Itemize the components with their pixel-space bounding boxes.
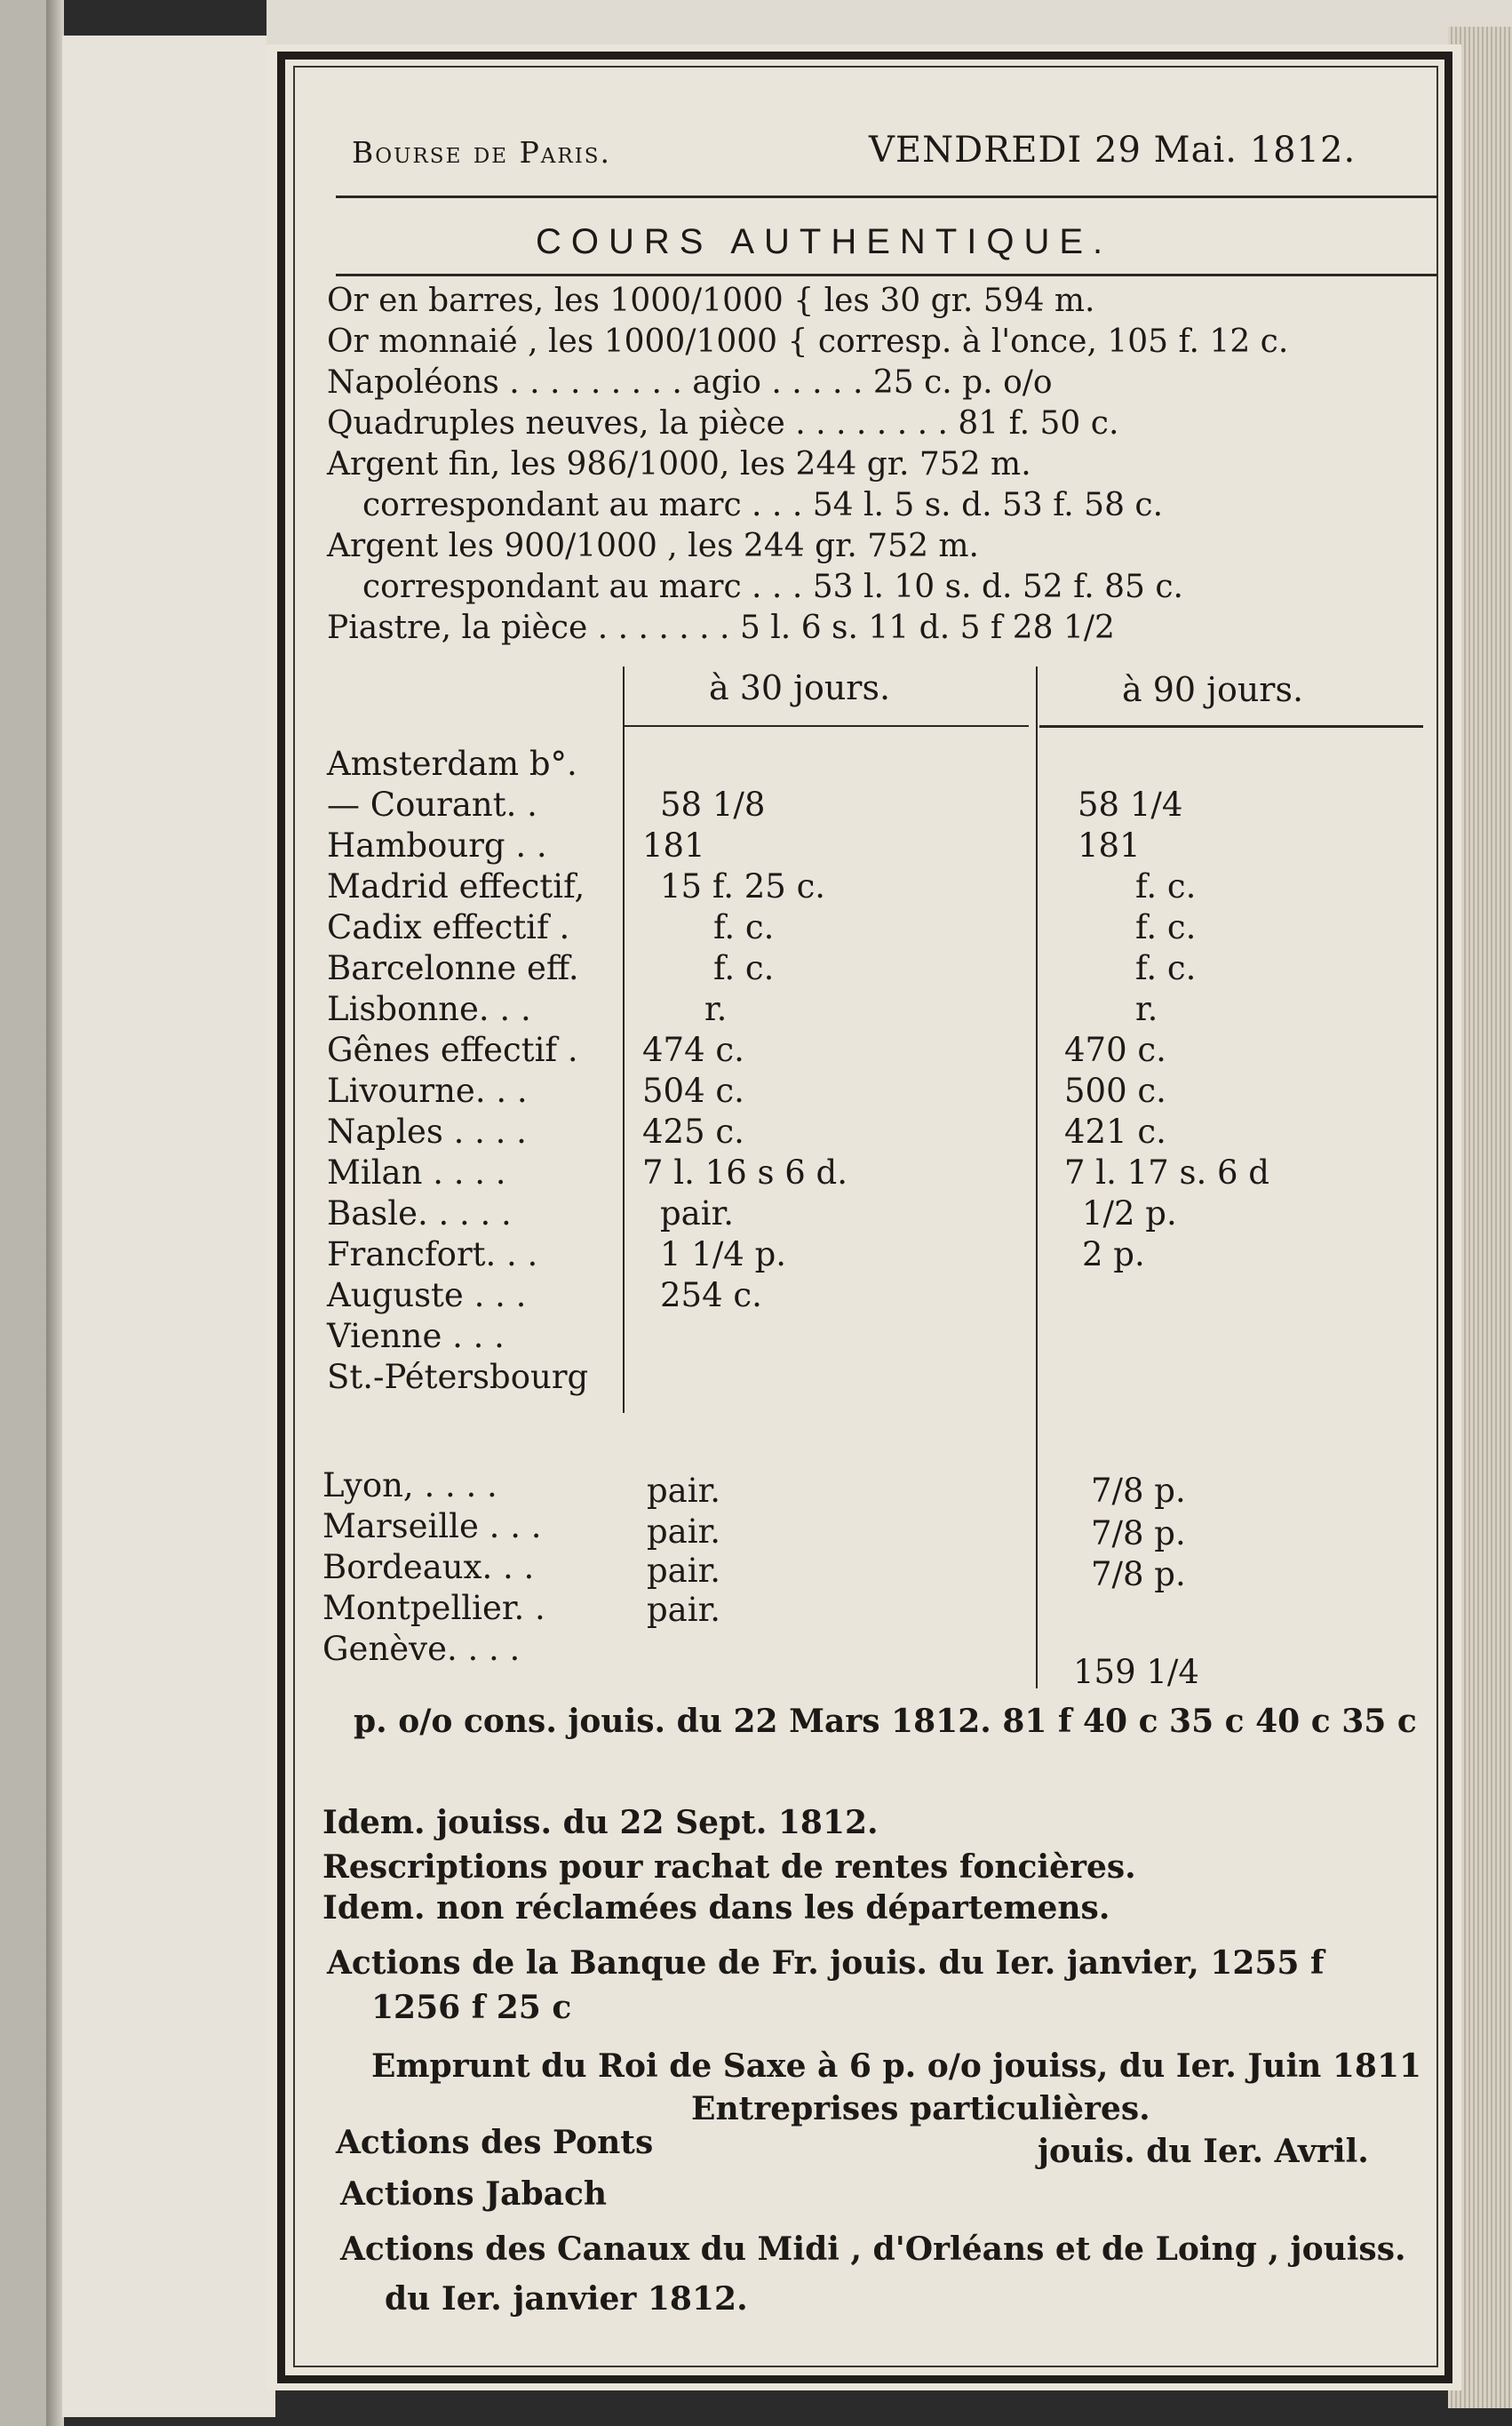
metal-line: Napoléons . . . . . . . . . agio . . . . . 25 c. p. o/o <box>327 364 1053 401</box>
metal-line: Argent les 900/1000 , les 244 gr. 752 m. <box>327 528 979 564</box>
rate-30: 181 <box>642 826 705 865</box>
header-date: VENDREDI 29 Mai. 1812. <box>869 130 1357 171</box>
rate-30: pair. <box>647 1591 720 1629</box>
city-name: Livourne. . . <box>327 1072 528 1110</box>
rate-30: 254 c. <box>660 1276 762 1314</box>
fund-line: Idem. non réclamées dans les départemens. <box>322 1889 1110 1927</box>
header-place: Bourse de Paris. <box>352 135 612 170</box>
city-name: Gênes effectif . <box>327 1031 578 1069</box>
rate-30: 1 1/4 p. <box>660 1235 787 1273</box>
city-name: Lisbonne. . . <box>327 990 531 1028</box>
city-name: Hambourg . . <box>327 826 547 865</box>
rate-90: 1/2 p. <box>1082 1194 1177 1233</box>
rate-90: 7/8 p. <box>1091 1514 1186 1552</box>
rate-90: 470 c. <box>1064 1031 1166 1069</box>
city-name: Marseille . . . <box>322 1507 542 1545</box>
page-title: COURS AUTHENTIQUE. <box>536 222 1113 261</box>
metal-line: Piastre, la pièce . . . . . . . 5 l. 6 s. 11 d. 5 f 28 1/2 <box>327 610 1115 646</box>
fund-line: 1256 f 25 c <box>371 1989 572 2026</box>
header-90-days: à 90 jours. <box>1122 670 1304 709</box>
metal-line: Argent fin, les 986/1000, les 244 gr. 752 m. <box>327 446 1031 483</box>
rate-90: 7 l. 17 s. 6 d <box>1064 1153 1269 1192</box>
rate-30: 58 1/8 <box>660 786 766 824</box>
fund-line: Rescriptions pour rachat de rentes foncières. <box>322 1848 1136 1886</box>
fund-line: Emprunt du Roi de Saxe à 6 p. o/o jouiss, du Ier. Juin 1811 <box>371 2047 1422 2085</box>
rate-90: 181 <box>1078 826 1141 865</box>
rate-90: 58 1/4 <box>1078 786 1183 824</box>
metal-line: correspondant au marc . . . 53 l. 10 s. d. 52 f. 85 c. <box>362 569 1183 605</box>
city-name: Amsterdam b°. <box>327 745 577 783</box>
column-divider-left <box>623 666 625 1413</box>
city-name: Bordeaux. . . <box>322 1548 535 1586</box>
metal-line: Quadruples neuves, la pièce . . . . . . . . 81 f. 50 c. <box>327 405 1119 442</box>
city-name: St.-Pétersbourg <box>327 1358 589 1396</box>
metal-line: Or en barres, les 1000/1000 { les 30 gr. 594 m. <box>327 283 1095 319</box>
rate-90: 500 c. <box>1064 1072 1166 1110</box>
header-30-days: à 30 jours. <box>709 668 891 707</box>
fund-line: Actions Jabach <box>340 2175 608 2213</box>
city-name: Cadix effectif . <box>327 908 570 946</box>
printed-sheet <box>267 44 1461 2390</box>
rate-90: 7/8 p. <box>1091 1472 1186 1510</box>
rate-30: pair. <box>660 1194 734 1233</box>
rate-90: r. <box>1135 990 1158 1028</box>
fund-line: Idem. jouiss. du 22 Sept. 1812. <box>322 1804 879 1841</box>
fund-line: Actions de la Banque de Fr. jouis. du Ier. janvier, 1255 f <box>327 1944 1325 1982</box>
city-name: Vienne . . . <box>327 1317 505 1355</box>
rate-30: pair. <box>647 1472 720 1510</box>
rate-30: 504 c. <box>642 1072 744 1110</box>
section-heading: Entreprises particulières. <box>691 2090 1150 2127</box>
city-name: Auguste . . . <box>327 1276 527 1314</box>
city-name: Genève. . . . <box>322 1630 521 1668</box>
rate-90: 421 c. <box>1064 1113 1166 1151</box>
fund-line: Actions des Canaux du Midi , d'Orléans et de Loing , jouiss. <box>340 2230 1406 2268</box>
city-name: Barcelonne eff. <box>327 949 579 987</box>
rate-30: f. c. <box>713 908 775 946</box>
column-divider-right <box>1036 666 1038 1688</box>
left-page <box>62 36 275 2417</box>
rate-30: pair. <box>647 1512 720 1551</box>
city-name: Naples . . . . <box>327 1113 527 1151</box>
city-name: Milan . . . . <box>327 1153 506 1192</box>
rate-30: 474 c. <box>642 1031 744 1069</box>
rate-90: f. c. <box>1135 949 1197 987</box>
metal-line: Or monnaié , les 1000/1000 { corresp. à l'once, 105 f. 12 c. <box>327 323 1289 360</box>
rate-30: pair. <box>647 1552 720 1590</box>
rate-30: 425 c. <box>642 1113 744 1151</box>
header-rule <box>336 196 1437 198</box>
rate-90: 7/8 p. <box>1091 1555 1186 1593</box>
sheet-content <box>318 80 1420 2355</box>
city-name: Basle. . . . . <box>327 1194 512 1233</box>
metal-line: correspondant au marc . . . 54 l. 5 s. d. 53 f. 58 c. <box>362 487 1164 523</box>
header-90-rule <box>1039 725 1423 728</box>
rate-30: f. c. <box>713 949 775 987</box>
rate-30: 15 f. 25 c. <box>660 867 826 906</box>
rate-30: r. <box>704 990 728 1028</box>
rate-90: f. c. <box>1135 867 1197 906</box>
city-name: — Courant. . <box>327 786 537 824</box>
fund-line: p. o/o cons. jouis. du 22 Mars 1812. 81 f 40 c 35 c 40 c 35 c <box>354 1703 1417 1740</box>
title-rule <box>336 274 1437 276</box>
fund-line: du Ier. janvier 1812. <box>385 2280 748 2318</box>
binding-shadow <box>46 0 64 2426</box>
rate-30: 7 l. 16 s 6 d. <box>642 1153 848 1192</box>
city-name: Lyon, . . . . <box>322 1466 497 1504</box>
fund-line: jouis. du Ier. Avril. <box>1038 2133 1369 2170</box>
city-name: Francfort. . . <box>327 1235 538 1273</box>
rate-90: 159 1/4 <box>1073 1653 1199 1691</box>
rate-90: f. c. <box>1135 908 1197 946</box>
rate-90: 2 p. <box>1082 1235 1145 1273</box>
header-30-rule <box>625 725 1029 727</box>
city-name: Madrid effectif, <box>327 867 585 906</box>
fund-line: Actions des Ponts <box>336 2124 654 2161</box>
city-name: Montpellier. . <box>322 1589 545 1627</box>
